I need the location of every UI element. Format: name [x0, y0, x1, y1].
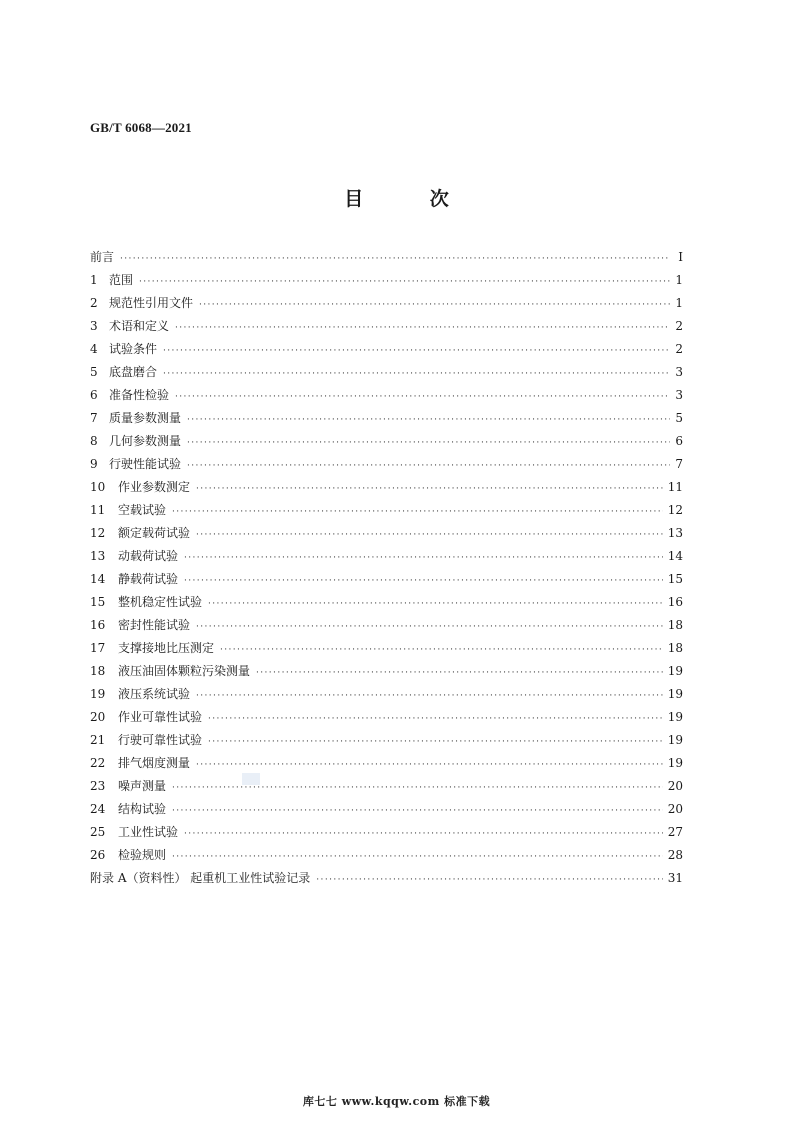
toc-dot-leader — [199, 294, 670, 317]
toc-entry-page: 6 — [675, 434, 683, 448]
toc-entry-label: 噪声测量 — [118, 779, 167, 793]
toc-entry-number: 2 — [90, 296, 98, 310]
toc-entry-label: 额定载荷试验 — [118, 526, 191, 540]
toc-entry[interactable] — [90, 568, 683, 591]
toc-entry[interactable] — [90, 315, 683, 338]
toc-entry[interactable] — [90, 338, 683, 361]
toc-entry-label: 动载荷试验 — [118, 549, 179, 563]
toc-dot-leader — [120, 248, 670, 271]
standard-code: GB/T 6068—2021 — [90, 120, 192, 135]
toc-entry-page: 16 — [667, 595, 683, 609]
toc-entry-label: 空载试验 — [118, 503, 167, 517]
toc-entry-page: 5 — [675, 411, 683, 425]
toc-entry-page: 19 — [667, 664, 683, 678]
toc-entry-page: 19 — [667, 710, 683, 724]
toc-dot-leader — [196, 478, 663, 501]
toc-entry-number: 5 — [90, 365, 98, 379]
toc-dot-leader — [172, 800, 663, 823]
toc-entry-number: 19 — [90, 687, 106, 701]
toc-entry-page: 3 — [675, 388, 683, 402]
toc-entry-page: I — [678, 250, 683, 264]
toc-entry-label: 准备性检验 — [109, 388, 170, 402]
toc-entry-page: 28 — [667, 848, 683, 862]
toc-entry-page: 11 — [667, 480, 683, 494]
toc-entry-label: 支撑接地比压测定 — [118, 641, 215, 655]
toc-dot-leader — [139, 271, 670, 294]
toc-dot-leader — [175, 317, 670, 340]
table-of-contents — [90, 246, 683, 890]
toc-entry-number: 4 — [90, 342, 98, 356]
toc-entry[interactable] — [90, 798, 683, 821]
footer-watermark: 库七七 www.kqqw.com 标准下载 — [302, 1095, 491, 1108]
toc-entry[interactable] — [90, 706, 683, 729]
toc-entry-number: 26 — [90, 848, 106, 862]
toc-entry-page: 12 — [667, 503, 683, 517]
toc-entry-number: 21 — [90, 733, 106, 747]
toc-entry-number: 15 — [90, 595, 106, 609]
toc-entry[interactable] — [90, 292, 683, 315]
toc-entry[interactable] — [90, 361, 683, 384]
toc-entry[interactable] — [90, 430, 683, 453]
toc-entry-number: 18 — [90, 664, 106, 678]
toc-entry-page: 15 — [667, 572, 683, 586]
toc-dot-leader — [163, 340, 670, 363]
toc-dot-leader — [256, 662, 663, 685]
toc-dot-leader — [184, 547, 663, 570]
toc-entry-label: 质量参数测量 — [109, 411, 182, 425]
toc-entry-number: 20 — [90, 710, 106, 724]
toc-dot-leader — [196, 685, 663, 708]
toc-entry-number: 11 — [90, 503, 106, 517]
toc-entry-number: 10 — [90, 480, 106, 494]
toc-entry-number: 16 — [90, 618, 106, 632]
toc-entry-page: 7 — [675, 457, 683, 471]
toc-dot-leader — [184, 570, 663, 593]
toc-dot-leader — [208, 593, 663, 616]
toc-entry-number: 7 — [90, 411, 98, 425]
toc-entry-label: 静载荷试验 — [118, 572, 179, 586]
toc-dot-leader — [172, 846, 663, 869]
toc-dot-leader — [196, 524, 663, 547]
toc-entry[interactable] — [90, 844, 683, 867]
toc-entry-number: 25 — [90, 825, 106, 839]
toc-entry[interactable] — [90, 269, 683, 292]
toc-dot-leader — [175, 386, 670, 409]
toc-dot-leader — [208, 708, 663, 731]
toc-entry[interactable] — [90, 660, 683, 683]
toc-title: 目 次 — [344, 188, 479, 210]
toc-entry-page: 20 — [667, 779, 683, 793]
toc-entry[interactable] — [90, 683, 683, 706]
toc-entry-label: 前言 — [90, 250, 115, 264]
toc-entry-label: 液压系统试验 — [118, 687, 191, 701]
toc-entry-number: 6 — [90, 388, 98, 402]
toc-entry-label: 底盘磨合 — [109, 365, 158, 379]
toc-entry[interactable] — [90, 752, 683, 775]
toc-entry-label: 附录 A（资料性） 起重机工业性试验记录 — [90, 871, 311, 885]
toc-entry-page: 27 — [667, 825, 683, 839]
toc-entry-label: 行驶性能试验 — [109, 457, 182, 471]
toc-entry-label: 工业性试验 — [118, 825, 179, 839]
toc-entry[interactable] — [90, 614, 683, 637]
toc-entry-page: 18 — [667, 641, 683, 655]
toc-entry-label: 作业参数测定 — [118, 480, 191, 494]
toc-dot-leader — [187, 432, 670, 455]
toc-entry-number: 9 — [90, 457, 98, 471]
toc-entry-label: 行驶可靠性试验 — [118, 733, 203, 747]
toc-dot-leader — [184, 823, 663, 846]
toc-dot-leader — [220, 639, 663, 662]
toc-entry-number: 14 — [90, 572, 106, 586]
toc-entry-number: 13 — [90, 549, 106, 563]
toc-entry-page: 1 — [675, 273, 683, 287]
toc-entry-number: 8 — [90, 434, 98, 448]
toc-dot-leader — [316, 869, 662, 892]
toc-entry-label: 整机稳定性试验 — [118, 595, 203, 609]
toc-entry[interactable] — [90, 729, 683, 752]
toc-entry-label: 术语和定义 — [109, 319, 170, 333]
toc-entry-label: 密封性能试验 — [118, 618, 191, 632]
toc-dot-leader — [196, 616, 663, 639]
toc-entry[interactable] — [90, 384, 683, 407]
toc-entry-page: 20 — [667, 802, 683, 816]
toc-entry-number: 1 — [90, 273, 98, 287]
toc-entry[interactable] — [90, 545, 683, 568]
toc-entry-number: 23 — [90, 779, 106, 793]
toc-entry[interactable] — [90, 246, 683, 269]
toc-entry-page: 18 — [667, 618, 683, 632]
watermark-mark — [242, 773, 260, 785]
toc-entry-label: 作业可靠性试验 — [118, 710, 203, 724]
toc-entry[interactable] — [90, 407, 683, 430]
toc-entry-page: 19 — [667, 687, 683, 701]
toc-entry-page: 19 — [667, 733, 683, 747]
toc-entry-label: 检验规则 — [118, 848, 167, 862]
toc-entry-label: 规范性引用文件 — [109, 296, 194, 310]
toc-entry-label: 几何参数测量 — [109, 434, 182, 448]
toc-entry-label: 范围 — [109, 273, 134, 287]
toc-entry-label: 排气烟度测量 — [118, 756, 191, 770]
toc-entry[interactable] — [90, 591, 683, 614]
toc-entry-page: 14 — [667, 549, 683, 563]
toc-dot-leader — [208, 731, 663, 754]
toc-entry-page: 2 — [675, 319, 683, 333]
toc-entry-label: 液压油固体颗粒污染测量 — [118, 664, 251, 678]
toc-dot-leader — [187, 455, 670, 478]
toc-entry-page: 1 — [675, 296, 683, 310]
toc-entry-page: 13 — [667, 526, 683, 540]
toc-entry-label: 试验条件 — [109, 342, 158, 356]
toc-entry[interactable] — [90, 637, 683, 660]
toc-entry[interactable] — [90, 476, 683, 499]
toc-entry[interactable] — [90, 867, 683, 890]
toc-dot-leader — [172, 501, 663, 524]
toc-entry-page: 31 — [667, 871, 683, 885]
toc-entry-number: 24 — [90, 802, 106, 816]
toc-entry-label: 结构试验 — [118, 802, 167, 816]
toc-entry-number: 12 — [90, 526, 106, 540]
toc-entry[interactable] — [90, 522, 683, 545]
toc-entry-page: 3 — [675, 365, 683, 379]
toc-entry-page: 2 — [675, 342, 683, 356]
toc-entry[interactable] — [90, 453, 683, 476]
toc-entry-number: 17 — [90, 641, 106, 655]
toc-entry-number: 3 — [90, 319, 98, 333]
toc-dot-leader — [187, 409, 670, 432]
toc-entry[interactable] — [90, 499, 683, 522]
toc-entry-number: 22 — [90, 756, 106, 770]
toc-dot-leader — [163, 363, 670, 386]
toc-dot-leader — [196, 754, 663, 777]
toc-entry[interactable] — [90, 821, 683, 844]
toc-entry[interactable] — [90, 775, 683, 798]
toc-entry-page: 19 — [667, 756, 683, 770]
